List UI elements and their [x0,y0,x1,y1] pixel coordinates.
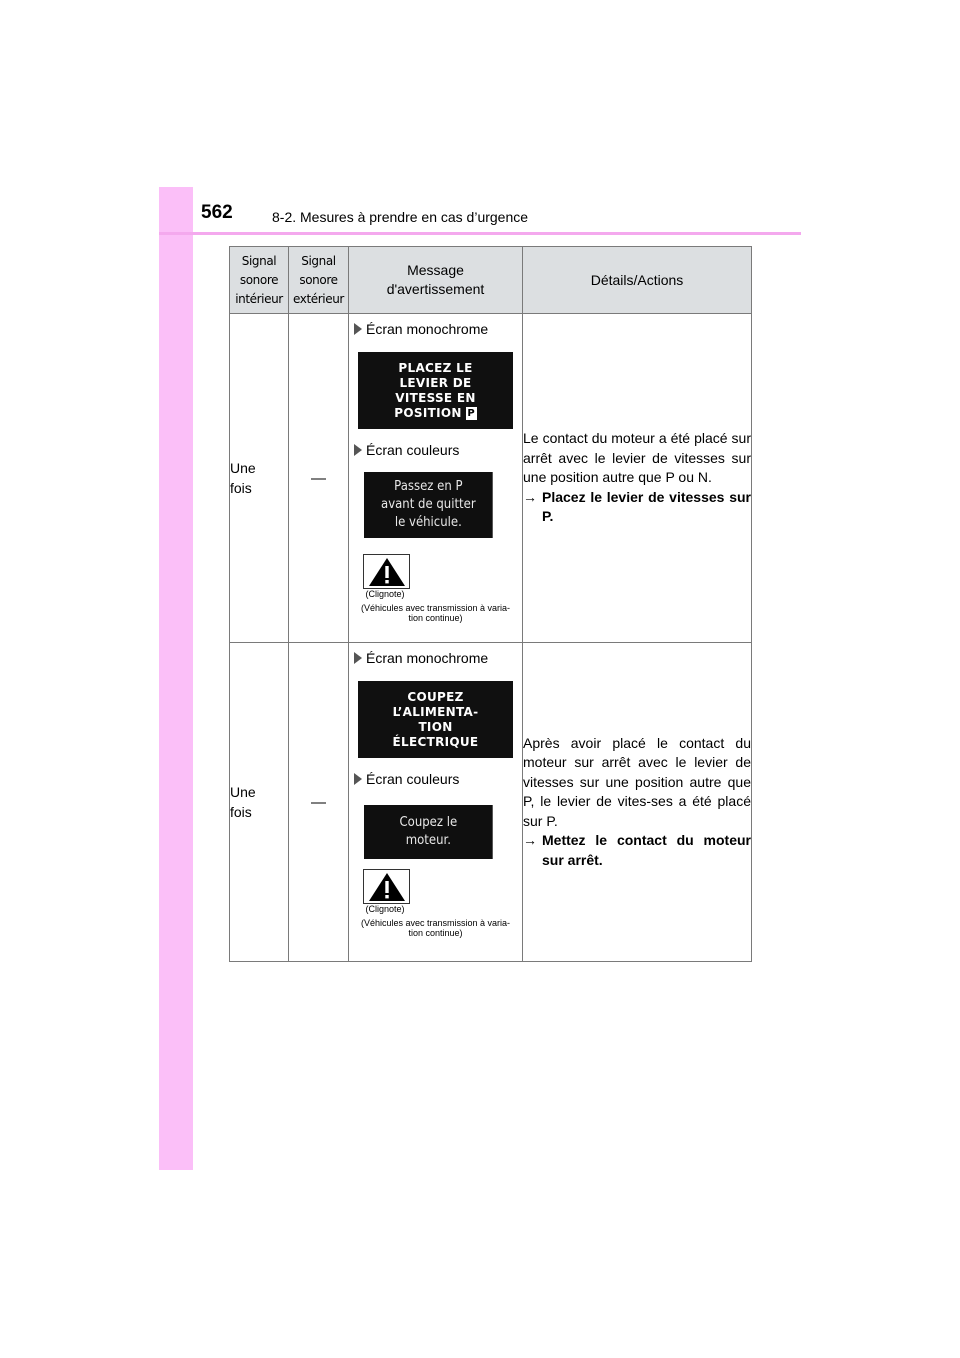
header-buzzer-interior: Signal sonore intérieur [230,247,289,314]
table-header-row [230,247,752,314]
blink-note: (Clignote) [365,904,405,914]
mono-display: PLACEZ LE LEVIER DE VITESSE EN POSITION P [358,352,513,429]
arrow-icon: → [523,832,537,849]
triangle-bullet-icon [354,444,362,456]
message-cell [349,643,523,962]
warning-table [229,246,752,962]
vehicle-note: (Véhicules avec transmission à varia- tion continue) [360,918,511,938]
arrow-icon: → [523,488,537,505]
color-label: Écran couleurs [349,769,522,789]
side-tab-band [159,187,193,1170]
warning-triangle-icon [368,557,406,587]
exterior-buzzer-none: — [289,314,349,643]
color-display: Passez en P avant de quitter le véhicule. [364,472,493,538]
section-title: 8-2. Mesures à prendre en cas d’urgence [272,209,529,225]
header-message: Message d'avertissement [349,247,523,314]
page-number: 562 [201,202,233,223]
message-cell [349,314,523,643]
header-rule [159,232,801,235]
table-row [230,643,752,962]
action-text: → Mettez le contact du moteur sur arrêt. [523,832,751,868]
triangle-bullet-icon [354,323,362,335]
p-badge: P [467,407,476,419]
color-display: Coupez le moteur. [364,805,493,859]
exterior-buzzer-none: — [289,643,349,962]
header-details: Détails/Actions [523,247,752,314]
table-row [230,314,752,643]
triangle-bullet-icon [354,652,362,664]
action-text: → Placez le levier de vitesses sur P. [523,488,751,525]
warning-triangle-icon [368,872,406,902]
master-warning [363,869,410,904]
color-label: Écran couleurs [349,440,522,460]
master-warning [363,554,410,589]
triangle-bullet-icon [354,773,362,785]
mono-label: Écran monochrome [349,648,522,668]
detail-cell: Après avoir placé le contact du moteur sur arrêt avec le levier de vitesses sur une position autre que P, le levier de vites-ses a été placé sur P. → Mettez le contact du moteur sur arrêt. [523,643,752,962]
mono-label: Écran monochrome [349,319,522,339]
mono-display: COUPEZ L’ALIMENTA- TION ÉLECTRIQUE [358,681,513,758]
detail-cell: Le contact du moteur a été placé sur arrêt avec le levier de vitesses sur une position autre que P ou N. → Placez le levier de vitesses sur P. [523,314,752,643]
vehicle-note: (Véhicules avec transmission à varia- tion continue) [360,603,511,623]
buzzer-count: Une fois [230,643,289,962]
blink-note: (Clignote) [365,589,405,599]
buzzer-count: Une fois [230,314,289,643]
header-buzzer-exterior: Signal sonore extérieur [289,247,349,314]
